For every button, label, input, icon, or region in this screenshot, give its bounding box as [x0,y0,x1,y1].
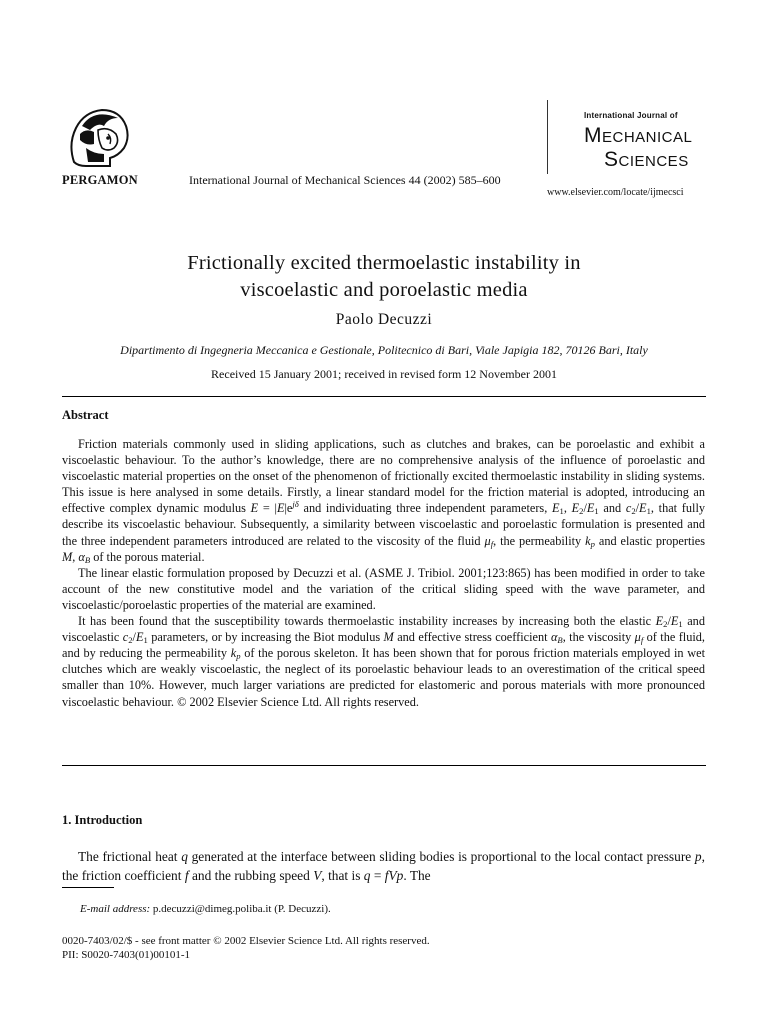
publisher-name: PERGAMON [62,173,138,187]
pii-line: PII: S0020-7403(01)00101-1 [62,949,191,961]
received-dates: Received 15 January 2001; received in revised form 12 November 2001 [211,367,557,381]
formula-heat: q = fVp [363,868,404,883]
journal-brand [547,100,706,174]
article-title: Frictionally excited thermoelastic instability in viscoelastic and poroelastic media [187,252,581,301]
pergamon-logo [64,104,134,170]
email-link[interactable]: p.decuzzi@dimeg.poliba.it (P. Decuzzi). [152,903,331,915]
introduction-body [62,847,705,885]
journal-url[interactable]: www.elsevier.com/locate/ijmecsci [547,187,684,198]
abstract-paragraph-3: It has been found that the susceptibility towards thermoelastic instability increases by increasing both the elastic $E_2/E_1$ and viscoelastic $c_2/E_1$ parameters, or by increasing the Biot modulus M and effective stress coefficient $\alpha_B$, the viscosity $\mu_f$ of the fluid, and by reducing the permeability $k_p$ of the porous skeleton. It has been shown that for porous friction materials employed in wet clutches which are weakly viscoelastic, the neglect of its poroelastic behaviour leads to an overestimation of the critical speed smaller than 10%. However, much larger variations are predicted for elastomeric and porous materials with more pronounced viscoelastic behaviour. © 2002 Elsevier Science Ltd. All rights reserved. [62,614,705,709]
abstract-top-rule [62,396,706,397]
footnote-rule [62,887,114,888]
section-heading-introduction: 1. Introduction [62,813,143,827]
formula-parameters: $E_1$, $E_2/E_1$ and $c_2/E_1$, [552,501,654,517]
journal-citation: International Journal of Mechanical Sciences 44 (2002) 585–600 [189,173,501,187]
introduction-paragraph-1: The frictional heat q generated at the interface between sliding bodies is proportional to the local contact pressure p, the friction coefficient f and the rubbing speed V, that is q = fVp. The [62,849,705,883]
formula-complex-modulus: $E = |E|e^{j\delta}$ [250,499,299,516]
author-name: Paolo Decuzzi [335,311,433,328]
affiliation: Dipartimento di Ingegneria Meccanica e Gestionale, Politecnico di Bari, Viale Japigia 182, 70126 Bari, Italy [120,343,648,357]
journal-brand-line2: SCIENCES [604,148,689,171]
journal-brand-prefix: International Journal of [584,111,678,120]
author-email: E-mail address: p.decuzzi@dimeg.poliba.it (P. Decuzzi). [80,903,331,915]
journal-brand-line1: MECHANICAL [584,124,693,147]
abstract-paragraph-1: Friction materials commonly used in sliding applications, such as clutches and brakes, can be poroelastic and exhibit a viscoelastic behaviour. To the author’s knowledge, there are no comprehensive analysis of the influence of poroelastic and viscoelastic material properties on the onset of the phenomenon of frictionally excited thermoelastic instability in sliding systems. This issue is here analysed in some details. Firstly, a linear standard model for the friction material is adopted, introducing an effective complex dynamic modulus $E = |E|e^{j\delta}$ and individuating three independent parameters, $E_1$, $E_2/E_1$ and $c_2/E_1$, that fully describe its viscoelastic behaviour. Subsequently, a similarity between viscoelastic and poroelastic formulation is presented and the three independent parameters introduced are related to the viscosity of the fluid $\mu_f$, the permeability $k_p$ and elastic properties M, $\alpha_B$ of the porous material. [62,437,706,565]
abstract-heading: Abstract [62,408,109,422]
abstract-bottom-rule [62,765,706,766]
issn-line: 0020-7403/02/$ - see front matter © 2002 Elsevier Science Ltd. All rights reserved. [62,935,430,947]
abstract-paragraph-2: The linear elastic formulation proposed by Decuzzi et al. (ASME J. Tribiol. 2001;123:865) has been modified in order to take account of the new constitutive model and the variation of the critical sliding speed with the wave parameter, and viscoelastic/poroelastic properties of the material are examined. [62,565,705,612]
abstract-body [62,436,705,710]
front-matter [62,934,430,962]
